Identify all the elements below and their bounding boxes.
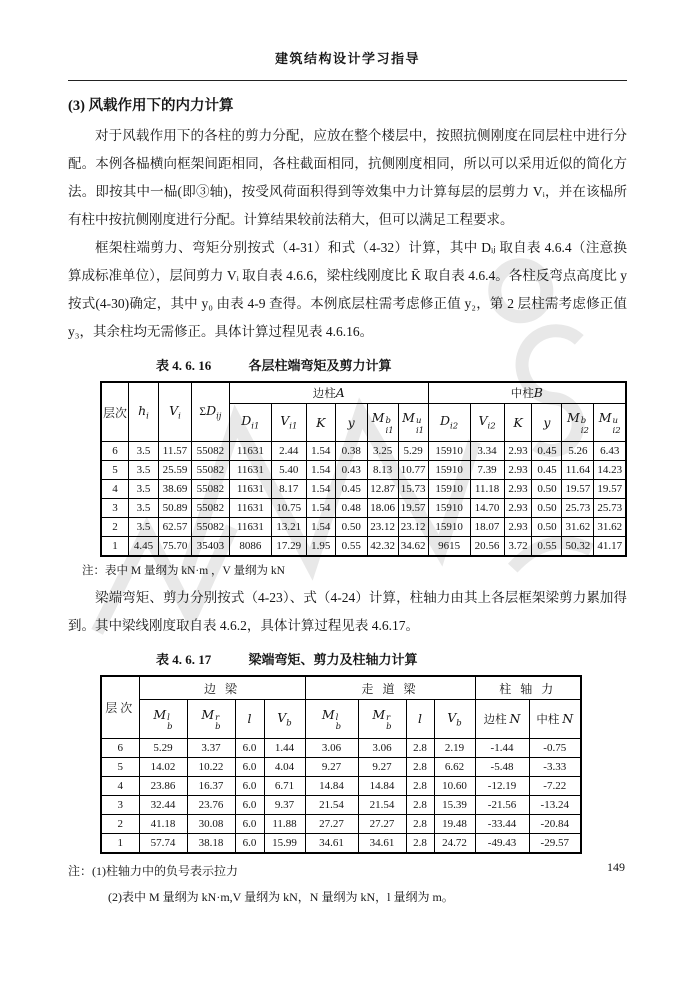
table-cell: 9615 (428, 537, 470, 557)
content-area (0, 48, 695, 905)
table-cell: 34.62 (398, 537, 428, 557)
table-cell: 3.5 (129, 442, 159, 461)
table-cell: -49.43 (475, 834, 529, 854)
table-cell: 6.0 (235, 777, 264, 796)
group-header-corridor-beam: 走 道 梁 (305, 676, 475, 700)
table-cell: 11.88 (264, 815, 305, 834)
table-cell: 55082 (191, 518, 229, 537)
table1-note: 注：表中 M 量纲为 kN·m ，V 量纲为 kN (82, 565, 285, 577)
table-cell: 2.8 (406, 777, 434, 796)
table-cell: 11631 (229, 442, 271, 461)
table-cell: 9.27 (358, 758, 406, 777)
table-cell: 15910 (428, 461, 470, 480)
table-cell: 6.0 (235, 834, 264, 854)
table-cell: 0.45 (335, 480, 367, 499)
col-header-y-a: y (335, 404, 367, 442)
table-cell: -13.24 (529, 796, 581, 815)
table-cell: 6.0 (235, 758, 264, 777)
table-cell: 0.50 (532, 499, 562, 518)
group-header-edge-column-a: 边柱A (229, 382, 428, 404)
table-cell: 19.57 (594, 480, 626, 499)
table-cell: 2.93 (504, 442, 532, 461)
table-cell: 31.62 (594, 518, 626, 537)
col-header-mb-r-edge: M r b (187, 700, 235, 739)
table-cell: 16.37 (187, 777, 235, 796)
table-cell: 27.27 (305, 815, 358, 834)
table-cell: 20.56 (470, 537, 504, 557)
table-cell: 15.39 (434, 796, 475, 815)
table-cell: 3 (101, 499, 129, 518)
table-cell: 2.8 (406, 758, 434, 777)
table-cell: 4.45 (129, 537, 159, 557)
table-row (101, 537, 626, 557)
table-cell: 41.17 (594, 537, 626, 557)
table-cell: 3.37 (187, 739, 235, 758)
table-cell: 55082 (191, 480, 229, 499)
col-header-middle-column-n: 中柱 N (529, 700, 581, 739)
table-cell: -7.22 (529, 777, 581, 796)
table-cell: 5.29 (398, 442, 428, 461)
col-header-mi1-b: M b i1 (367, 404, 398, 442)
table-cell: 9.37 (264, 796, 305, 815)
table-cell: 1 (101, 537, 129, 557)
table-row (101, 834, 581, 854)
table-cell: 0.45 (532, 461, 562, 480)
table-cell: 15910 (428, 480, 470, 499)
col-header-hi: $h_i$ (129, 382, 159, 442)
table-cell: 1.95 (306, 537, 335, 557)
table-cell: 1.54 (306, 442, 335, 461)
table-cell: 6 (101, 442, 129, 461)
table-cell: 14.84 (305, 777, 358, 796)
table-cell: 3.06 (358, 739, 406, 758)
table-cell: 35403 (191, 537, 229, 557)
table-cell: 14.84 (358, 777, 406, 796)
table-cell: 0.38 (335, 442, 367, 461)
table-cell: 10.77 (398, 461, 428, 480)
col-header-y-b: y (532, 404, 562, 442)
col-header-k-a: K (306, 404, 335, 442)
table-cell: 55082 (191, 461, 229, 480)
col-header-mb-l-edge: M l b (139, 700, 187, 739)
table-cell: 4 (101, 480, 129, 499)
col-header-mi2-u: M u i2 (594, 404, 626, 442)
table-cell: -1.44 (475, 739, 529, 758)
table-cell: -21.56 (475, 796, 529, 815)
page-number: 149 (607, 860, 625, 874)
doc-header-title: 建筑结构设计学习指导 (68, 48, 627, 81)
table2-note-2: (2)表中 M 量纲为 kN·m,V 量纲为 kN，N 量纲为 kN，l 量纲为 m。 (108, 890, 454, 904)
table-row (101, 461, 626, 480)
col-header-mb-l-corridor: M l b (305, 700, 358, 739)
table-cell: 2.8 (406, 834, 434, 854)
table-cell: 2.93 (504, 461, 532, 480)
table-cell: 2.8 (406, 815, 434, 834)
table-cell: 3.25 (367, 442, 398, 461)
table-row (101, 815, 581, 834)
col-header-mi2-b: M b i2 (562, 404, 594, 442)
table-cell: 3 (101, 796, 139, 815)
col-header-di2: $D_{i2}$ (428, 404, 470, 442)
table-cell: 15910 (428, 499, 470, 518)
table-cell: 62.57 (158, 518, 191, 537)
table-cell: 18.06 (367, 499, 398, 518)
table-cell: 1.54 (306, 499, 335, 518)
table-cell: 1.54 (306, 480, 335, 499)
table-cell: 2.8 (406, 739, 434, 758)
table-cell: 6.0 (235, 815, 264, 834)
table-cell: 11631 (229, 480, 271, 499)
table-cell: 23.12 (398, 518, 428, 537)
table-cell: 2.8 (406, 796, 434, 815)
table-cell: 10.60 (434, 777, 475, 796)
col-header-sum-dij: $\Sigma D_{ij}$ (191, 382, 229, 442)
table-row (101, 442, 626, 461)
table-cell: 8.13 (367, 461, 398, 480)
table-row (101, 518, 626, 537)
col-header-mb-r-corridor: M r b (358, 700, 406, 739)
table-cell: 23.76 (187, 796, 235, 815)
table-cell: 2.93 (504, 480, 532, 499)
table-cell: 5 (101, 758, 139, 777)
table-cell: 11.64 (562, 461, 594, 480)
table-cell: 55082 (191, 442, 229, 461)
table-cell: 9.27 (305, 758, 358, 777)
table2-caption-title: 梁端弯矩、剪力及柱轴力计算 (248, 652, 418, 667)
table-cell: -5.48 (475, 758, 529, 777)
table-cell: 1.54 (306, 518, 335, 537)
table-cell: 18.07 (470, 518, 504, 537)
table-cell: 31.62 (562, 518, 594, 537)
table-cell: 34.61 (305, 834, 358, 854)
table-cell: 42.32 (367, 537, 398, 557)
table-cell: 27.27 (358, 815, 406, 834)
table-cell: 41.18 (139, 815, 187, 834)
table-row (101, 499, 626, 518)
table-cell: 0.50 (532, 518, 562, 537)
table-cell: 25.73 (562, 499, 594, 518)
table-cell: 14.23 (594, 461, 626, 480)
table-cell: 6 (101, 739, 139, 758)
table-cell: -33.44 (475, 815, 529, 834)
table-cell: 3.72 (504, 537, 532, 557)
table1-caption (156, 355, 627, 374)
table-cell: 0.55 (532, 537, 562, 557)
table-cell: 23.12 (367, 518, 398, 537)
table-cell: 55082 (191, 499, 229, 518)
table-cell: 38.69 (158, 480, 191, 499)
table-cell: 11631 (229, 461, 271, 480)
table-cell: 21.54 (358, 796, 406, 815)
table-cell: 8.17 (271, 480, 306, 499)
table-cell: 2.19 (434, 739, 475, 758)
table-cell: -3.33 (529, 758, 581, 777)
table-cell: 1.54 (306, 461, 335, 480)
table-cell: 3.5 (129, 480, 159, 499)
table-cell: 1.44 (264, 739, 305, 758)
table-cell: 14.70 (470, 499, 504, 518)
table-cell: 15.73 (398, 480, 428, 499)
table1-caption-label: 表 4. 6. 16 (156, 358, 212, 373)
table1-caption-title: 各层柱端弯矩及剪力计算 (248, 358, 392, 373)
table-cell: 7.39 (470, 461, 504, 480)
paragraph-wind-shear: 对于风载作用下的各柱的剪力分配，应放在整个楼层中，按照抗侧刚度在同层柱中进行分配。本例各榀横向框架间距相同，各柱截面相同，抗侧刚度相同，所以可以采用近似的简化方法。即按其中一榀(即③轴)，按受风荷面积得到等效集中力计算每层的层剪力 Vᵢ，并在该榀所有柱中按抗侧刚度进行分配。计算结果较前法稍大，但可以满足工程要求。 (68, 128, 627, 227)
table-cell: 21.54 (305, 796, 358, 815)
table-cell: 2.93 (504, 499, 532, 518)
table-row (101, 480, 626, 499)
col-header-layer: 层次 (101, 382, 129, 442)
table-cell: 6.71 (264, 777, 305, 796)
col-header-di1: $D_{i1}$ (229, 404, 271, 442)
table-cell: 6.62 (434, 758, 475, 777)
table-cell: 0.45 (532, 442, 562, 461)
table-row (101, 739, 581, 758)
table-cell: 19.57 (562, 480, 594, 499)
table-cell: 6.43 (594, 442, 626, 461)
table-cell: 0.43 (335, 461, 367, 480)
table-cell: 10.75 (271, 499, 306, 518)
table-cell: 25.73 (594, 499, 626, 518)
table-cell: 2.44 (271, 442, 306, 461)
col-header-l-corridor: l (406, 700, 434, 739)
table-cell: 0.55 (335, 537, 367, 557)
table-cell: -0.75 (529, 739, 581, 758)
table-cell: 3.5 (129, 461, 159, 480)
table2-caption-label: 表 4. 6. 17 (156, 652, 212, 667)
table-cell: -12.19 (475, 777, 529, 796)
table-cell: 5.26 (562, 442, 594, 461)
table-cell: 3.5 (129, 518, 159, 537)
table-cell: 15910 (428, 518, 470, 537)
table2-caption (156, 649, 627, 668)
table-cell: 2.93 (504, 518, 532, 537)
table-cell: 19.48 (434, 815, 475, 834)
section-heading: (3) 风载作用下的内力计算 (68, 98, 234, 114)
col-header-vi: $V_i$ (158, 382, 191, 442)
table-cell: 11631 (229, 518, 271, 537)
table-cell: 1 (101, 834, 139, 854)
table-cell: 11.57 (158, 442, 191, 461)
table-cell: 38.18 (187, 834, 235, 854)
table-row (101, 796, 581, 815)
table-cell: 30.08 (187, 815, 235, 834)
table-cell: 13.21 (271, 518, 306, 537)
table-cell: 15.99 (264, 834, 305, 854)
col-header-vi1: $V_{i1}$ (271, 404, 306, 442)
table-cell: 0.48 (335, 499, 367, 518)
table-cell: 14.02 (139, 758, 187, 777)
table-cell: 12.87 (367, 480, 398, 499)
table-cell: 0.50 (532, 480, 562, 499)
table-cell: 19.57 (398, 499, 428, 518)
table-cell: 6.0 (235, 739, 264, 758)
col-header-edge-column-n: 边柱 N (475, 700, 529, 739)
col-header-l-edge: l (235, 700, 264, 739)
table-cell: 3.34 (470, 442, 504, 461)
table-cell: 2 (101, 518, 129, 537)
table-cell: 15910 (428, 442, 470, 461)
group-header-edge-beam: 边 梁 (139, 676, 305, 700)
paragraph-column-moment: 框架柱端剪力、弯矩分别按式（4-31）和式（4-32）计算，其中 Dᵢⱼ 取自表 4.6.4（注意换算成标准单位），层间剪力 Vᵢ 取自表 4.6.6，梁柱线刚度比 K̄ 取自表 4.6.4。各柱反弯点高度比 y 按式(4-30)确定，其中 y₀ 由表 4-9 查得。本例底层柱需考虑修正值 y₂，第 2 层柱需考虑修正值 y₃，其余柱均无需修正。具体计算过程见表 4.6.16。 (68, 240, 627, 339)
table-cell: 5.40 (271, 461, 306, 480)
table-cell: 5.29 (139, 739, 187, 758)
group-header-axial-force: 柱 轴 力 (475, 676, 581, 700)
table-cell: 3.5 (129, 499, 159, 518)
table-cell: 4.04 (264, 758, 305, 777)
col-header-vb-corridor: $V_b$ (434, 700, 475, 739)
table-cell: 24.72 (434, 834, 475, 854)
table-cell: 50.32 (562, 537, 594, 557)
table-cell: 8086 (229, 537, 271, 557)
group-header-middle-column-b: 中柱B (428, 382, 626, 404)
col-header-mi1-u: M u i1 (398, 404, 428, 442)
table-cell: 75.70 (158, 537, 191, 557)
table-cell: 4 (101, 777, 139, 796)
table-cell: 32.44 (139, 796, 187, 815)
col-header-vi2: $V_{i2}$ (470, 404, 504, 442)
col-header-layer: 层次 (101, 676, 139, 739)
table-row (101, 758, 581, 777)
table-cell: 2 (101, 815, 139, 834)
table-cell: 6.0 (235, 796, 264, 815)
col-header-k-b: K (504, 404, 532, 442)
table2-note-1: 注：(1)柱轴力中的负号表示拉力 (68, 864, 238, 878)
table-cell: 50.89 (158, 499, 191, 518)
table-cell: -29.57 (529, 834, 581, 854)
table-cell: 5 (101, 461, 129, 480)
table-cell: 11.18 (470, 480, 504, 499)
table-cell: 10.22 (187, 758, 235, 777)
table-cell: -20.84 (529, 815, 581, 834)
table-column-end-moments (100, 381, 627, 557)
paragraph-beam-moment: 梁端弯矩、剪力分别按式（4-23）、式（4-24）计算，柱轴力由其上各层框架梁剪力累加得到。其中梁线刚度取自表 4.6.2，具体计算过程见表 4.6.17。 (68, 590, 627, 633)
table-cell: 57.74 (139, 834, 187, 854)
table-row (101, 777, 581, 796)
table-cell: 3.06 (305, 739, 358, 758)
table-cell: 23.86 (139, 777, 187, 796)
table-beam-moments-axial (100, 675, 582, 854)
table-cell: 11631 (229, 499, 271, 518)
table-cell: 0.50 (335, 518, 367, 537)
table-cell: 25.59 (158, 461, 191, 480)
table-cell: 34.61 (358, 834, 406, 854)
col-header-vb-edge: $V_b$ (264, 700, 305, 739)
table2-notes (68, 862, 627, 905)
table-cell: 17.29 (271, 537, 306, 557)
